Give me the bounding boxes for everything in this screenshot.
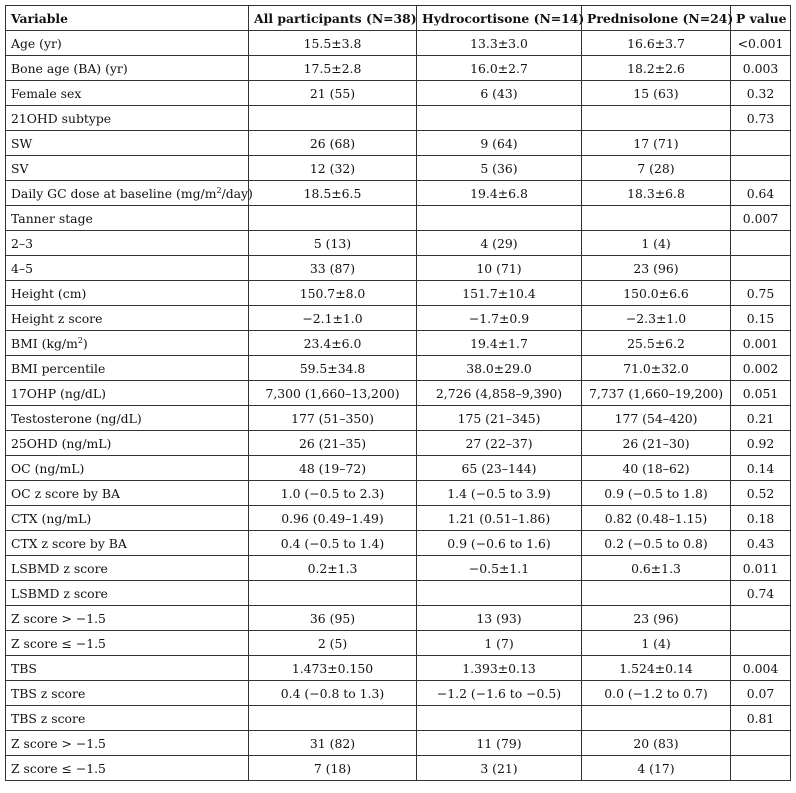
header-all-participants: All participants (N=38) [249,6,417,31]
all-participants-cell: 12 (32) [249,156,417,181]
hydrocortisone-cell: −1.7±0.9 [417,306,582,331]
variable-cell: Z score > −1.5 [6,731,249,756]
all-participants-cell: 1.473±0.150 [249,656,417,681]
all-participants-cell: 26 (68) [249,131,417,156]
hydrocortisone-cell: 1.4 (−0.5 to 3.9) [417,481,582,506]
variable-cell: SV [6,156,249,181]
hydrocortisone-cell: −0.5±1.1 [417,556,582,581]
prednisolone-cell: 0.0 (−1.2 to 0.7) [582,681,731,706]
table-row [6,231,791,256]
prednisolone-cell [582,706,731,731]
all-participants-cell: 150.7±8.0 [249,281,417,306]
p-value-cell: 0.15 [731,306,791,331]
table-row [6,56,791,81]
all-participants-cell: 15.5±3.8 [249,31,417,56]
variable-cell: 4–5 [6,256,249,281]
prednisolone-cell: 0.82 (0.48–1.15) [582,506,731,531]
prednisolone-cell: 71.0±32.0 [582,356,731,381]
p-value-cell: 0.002 [731,356,791,381]
header-variable: Variable [6,6,249,31]
hydrocortisone-cell: 175 (21–345) [417,406,582,431]
table-row [6,206,791,231]
table-row [6,181,791,206]
table-row [6,706,791,731]
table-row [6,156,791,181]
header-prednisolone: Prednisolone (N=24) [582,6,731,31]
table-row [6,606,791,631]
table-row [6,406,791,431]
table-row [6,256,791,281]
header-hydrocortisone: Hydrocortisone (N=14) [417,6,582,31]
all-participants-cell [249,581,417,606]
prednisolone-cell: 26 (21–30) [582,431,731,456]
prednisolone-cell: 23 (96) [582,256,731,281]
p-value-cell [731,131,791,156]
hydrocortisone-cell: 27 (22–37) [417,431,582,456]
prednisolone-cell: 1.524±0.14 [582,656,731,681]
all-participants-cell: 0.2±1.3 [249,556,417,581]
prednisolone-cell: 25.5±6.2 [582,331,731,356]
hydrocortisone-cell [417,206,582,231]
variable-cell: OC (ng/mL) [6,456,249,481]
variable-cell: CTX (ng/mL) [6,506,249,531]
p-value-cell: 0.74 [731,581,791,606]
p-value-cell: 0.32 [731,81,791,106]
variable-cell: Z score > −1.5 [6,606,249,631]
variable-cell: Age (yr) [6,31,249,56]
all-participants-cell: 0.4 (−0.5 to 1.4) [249,531,417,556]
prednisolone-cell: 4 (17) [582,756,731,781]
table-row [6,681,791,706]
hydrocortisone-cell [417,581,582,606]
table-row [6,131,791,156]
variable-cell: TBS z score [6,681,249,706]
all-participants-cell: 0.4 (−0.8 to 1.3) [249,681,417,706]
table-row [6,106,791,131]
hydrocortisone-cell: 13 (93) [417,606,582,631]
all-participants-cell: 33 (87) [249,256,417,281]
prednisolone-cell: 0.2 (−0.5 to 0.8) [582,531,731,556]
p-value-cell: 0.007 [731,206,791,231]
all-participants-cell: 59.5±34.8 [249,356,417,381]
table-row [6,531,791,556]
hydrocortisone-cell: 65 (23–144) [417,456,582,481]
table-row [6,756,791,781]
hydrocortisone-cell: 1.393±0.13 [417,656,582,681]
variable-cell: OC z score by BA [6,481,249,506]
all-participants-cell: 7,300 (1,660–13,200) [249,381,417,406]
table-body [6,31,791,781]
table-row [6,656,791,681]
hydrocortisone-cell: 13.3±3.0 [417,31,582,56]
variable-cell: BMI $(kg/m^2)$ [6,331,249,356]
p-value-cell [731,756,791,781]
hydrocortisone-cell: 151.7±10.4 [417,281,582,306]
prednisolone-cell: 150.0±6.6 [582,281,731,306]
p-value-cell: 0.003 [731,56,791,81]
all-participants-cell: 5 (13) [249,231,417,256]
hydrocortisone-cell: 3 (21) [417,756,582,781]
variable-cell: Female sex [6,81,249,106]
hydrocortisone-cell: 10 (71) [417,256,582,281]
prednisolone-cell: 20 (83) [582,731,731,756]
prednisolone-cell: 7,737 (1,660–19,200) [582,381,731,406]
hydrocortisone-cell: 16.0±2.7 [417,56,582,81]
prednisolone-cell: 0.6±1.3 [582,556,731,581]
prednisolone-cell: 7 (28) [582,156,731,181]
variable-cell: 21OHD subtype [6,106,249,131]
hydrocortisone-cell: 4 (29) [417,231,582,256]
variable-cell: TBS z score [6,706,249,731]
all-participants-cell: 48 (19–72) [249,456,417,481]
hydrocortisone-cell [417,706,582,731]
p-value-cell: 0.001 [731,331,791,356]
table-row [6,481,791,506]
p-value-cell: 0.14 [731,456,791,481]
hydrocortisone-cell: 1.21 (0.51–1.86) [417,506,582,531]
prednisolone-cell: 23 (96) [582,606,731,631]
prednisolone-cell: 16.6±3.7 [582,31,731,56]
variable-cell: Testosterone (ng/dL) [6,406,249,431]
table-row [6,306,791,331]
hydrocortisone-cell: 9 (64) [417,131,582,156]
p-value-cell [731,231,791,256]
all-participants-cell [249,206,417,231]
hydrocortisone-cell: 38.0±29.0 [417,356,582,381]
prednisolone-cell [582,106,731,131]
p-value-cell [731,256,791,281]
all-participants-cell: −2.1±1.0 [249,306,417,331]
variable-cell: Tanner stage [6,206,249,231]
all-participants-cell: 36 (95) [249,606,417,631]
p-value-cell: 0.21 [731,406,791,431]
variable-cell: TBS [6,656,249,681]
hydrocortisone-cell: 1 (7) [417,631,582,656]
variable-cell: 17OHP (ng/dL) [6,381,249,406]
header-row [6,6,791,31]
p-value-cell [731,156,791,181]
p-value-cell: 0.07 [731,681,791,706]
data-table [5,5,791,781]
p-value-cell: <0.001 [731,31,791,56]
table-row [6,456,791,481]
prednisolone-cell: 40 (18–62) [582,456,731,481]
all-participants-cell [249,706,417,731]
variable-cell: 2–3 [6,231,249,256]
p-value-cell: 0.75 [731,281,791,306]
table-row [6,506,791,531]
prednisolone-cell: 1 (4) [582,631,731,656]
table-row [6,731,791,756]
p-value-cell: 0.64 [731,181,791,206]
p-value-cell: 0.92 [731,431,791,456]
prednisolone-cell: 17 (71) [582,131,731,156]
table-row [6,581,791,606]
hydrocortisone-cell [417,106,582,131]
all-participants-cell: 177 (51–350) [249,406,417,431]
prednisolone-cell: 177 (54–420) [582,406,731,431]
all-participants-cell: 21 (55) [249,81,417,106]
hydrocortisone-cell: −1.2 (−1.6 to −0.5) [417,681,582,706]
p-value-cell: 0.73 [731,106,791,131]
variable-cell: CTX z score by BA [6,531,249,556]
all-participants-cell: 1.0 (−0.5 to 2.3) [249,481,417,506]
prednisolone-cell [582,206,731,231]
variable-cell: Height z score [6,306,249,331]
table-row [6,81,791,106]
all-participants-cell: 7 (18) [249,756,417,781]
hydrocortisone-cell: 0.9 (−0.6 to 1.6) [417,531,582,556]
prednisolone-cell: 1 (4) [582,231,731,256]
table-row [6,31,791,56]
variable-cell: 25OHD (ng/mL) [6,431,249,456]
variable-cell: Height (cm) [6,281,249,306]
p-value-cell: 0.43 [731,531,791,556]
prednisolone-cell: 0.9 (−0.5 to 1.8) [582,481,731,506]
header-p-value: P value [731,6,791,31]
table-container [5,5,791,781]
prednisolone-cell [582,581,731,606]
all-participants-cell: 2 (5) [249,631,417,656]
prednisolone-cell: 15 (63) [582,81,731,106]
prednisolone-cell: 18.2±2.6 [582,56,731,81]
hydrocortisone-cell: 19.4±6.8 [417,181,582,206]
variable-cell: Bone age (BA) (yr) [6,56,249,81]
variable-cell: LSBMD z score [6,581,249,606]
p-value-cell: 0.81 [731,706,791,731]
hydrocortisone-cell: 19.4±1.7 [417,331,582,356]
variable-cell: SW [6,131,249,156]
variable-cell: Z score ≤ −1.5 [6,756,249,781]
table-row [6,356,791,381]
prednisolone-cell: −2.3±1.0 [582,306,731,331]
p-value-cell: 0.004 [731,656,791,681]
variable-cell: LSBMD z score [6,556,249,581]
hydrocortisone-cell: 2,726 (4,858–9,390) [417,381,582,406]
p-value-cell [731,606,791,631]
table-row [6,381,791,406]
p-value-cell: 0.18 [731,506,791,531]
p-value-cell: 0.52 [731,481,791,506]
table-row [6,556,791,581]
hydrocortisone-cell: 11 (79) [417,731,582,756]
table-row [6,331,791,356]
table-row [6,281,791,306]
all-participants-cell: 31 (82) [249,731,417,756]
hydrocortisone-cell: 5 (36) [417,156,582,181]
variable-cell: BMI percentile [6,356,249,381]
variable-cell: Daily GC dose at baseline $(mg/m^2/day)$ [6,181,249,206]
table-row [6,431,791,456]
all-participants-cell [249,106,417,131]
all-participants-cell: 18.5±6.5 [249,181,417,206]
p-value-cell: 0.011 [731,556,791,581]
all-participants-cell: 17.5±2.8 [249,56,417,81]
table-row [6,631,791,656]
variable-cell: Z score ≤ −1.5 [6,631,249,656]
all-participants-cell: 0.96 (0.49–1.49) [249,506,417,531]
p-value-cell [731,631,791,656]
all-participants-cell: 23.4±6.0 [249,331,417,356]
prednisolone-cell: 18.3±6.8 [582,181,731,206]
hydrocortisone-cell: 6 (43) [417,81,582,106]
all-participants-cell: 26 (21–35) [249,431,417,456]
p-value-cell [731,731,791,756]
p-value-cell: 0.051 [731,381,791,406]
